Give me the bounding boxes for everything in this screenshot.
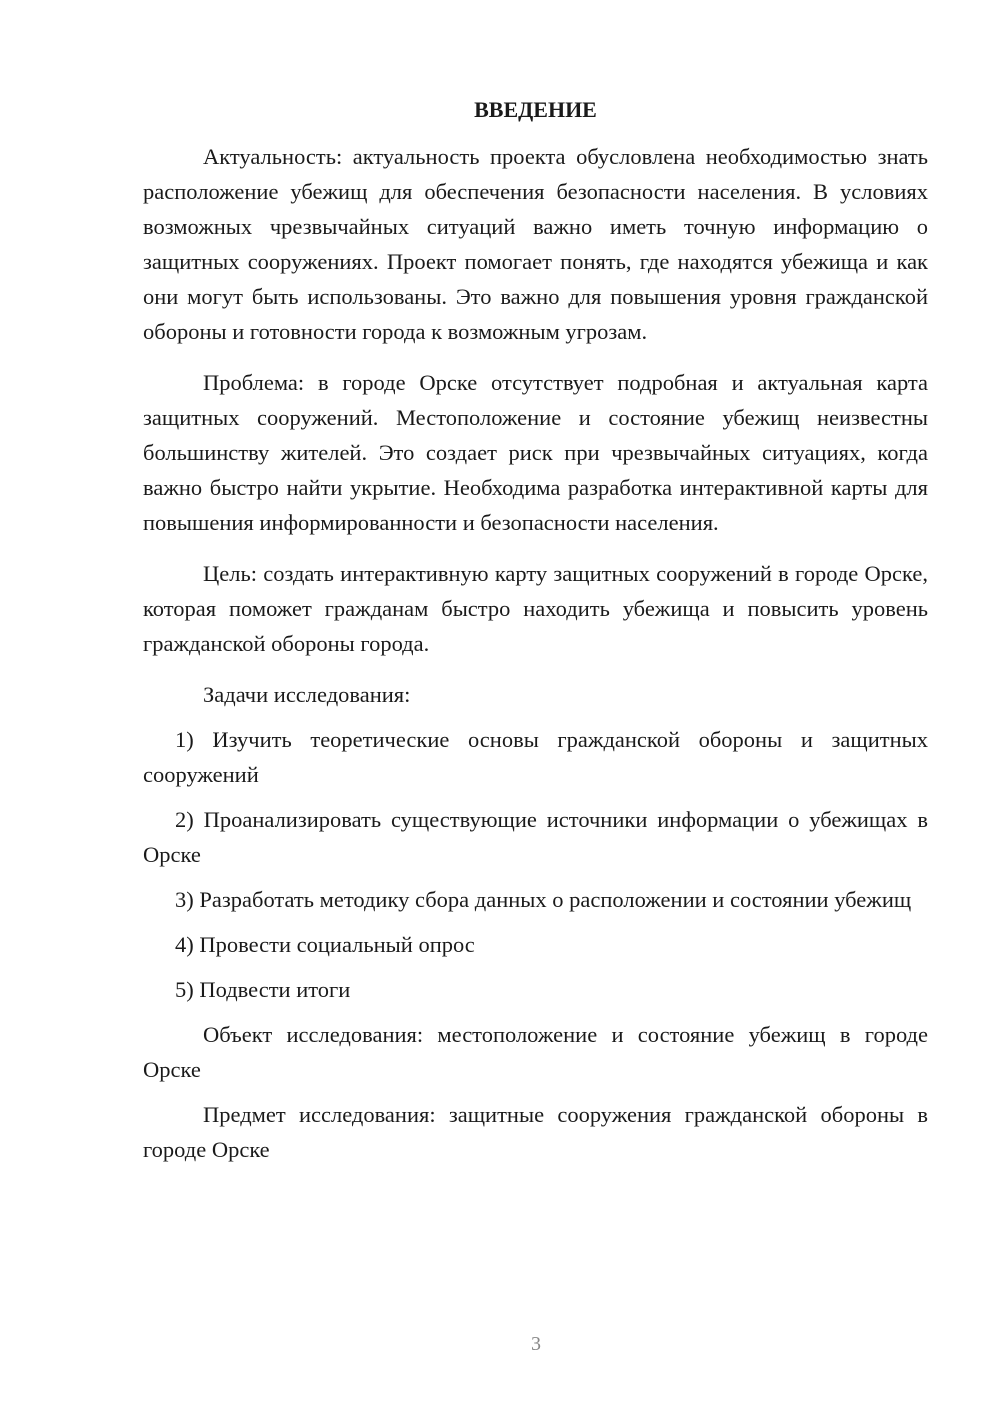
page-number: 3	[531, 1333, 541, 1355]
goal-paragraph: Цель: создать интерактивную карту защитных сооружений в городе Орске, которая поможет гражданам быстро находить убежища и повысить уровень гражданской обороны города.	[143, 561, 928, 656]
task-item: 5) Подвести итоги	[175, 977, 351, 1002]
task-item: 1) Изучить теоретические основы гражданской обороны и защитных сооружений	[143, 727, 928, 787]
subject-paragraph: Предмет исследования: защитные сооружения гражданской обороны в городе Орске	[143, 1102, 928, 1162]
task-item: 4) Провести социальный опрос	[175, 932, 475, 957]
task-item: 2) Проанализировать существующие источники информации о убежищах в Орске	[143, 807, 928, 867]
tasks-list	[143, 722, 928, 1007]
object-paragraph: Объект исследования: местоположение и состояние убежищ в городе Орске	[143, 1022, 928, 1082]
page-content	[143, 95, 928, 1177]
tasks-label: Задачи исследования:	[203, 682, 411, 707]
task-item: 3) Разработать методику сбора данных о расположении и состоянии убежищ	[175, 887, 912, 912]
relevance-paragraph: Актуальность: актуальность проекта обусловлена необходимостью знать расположение убежищ для обеспечения безопасности населения. В условиях возможных чрезвычайных ситуаций важно иметь точную информацию о защитных сооружениях. Проект помогает понять, где находятся убежища и как они могут быть использованы. Это важно для повышения уровня гражданской обороны и готовности города к возможным угрозам.	[143, 144, 928, 344]
page-title: ВВЕДЕНИЕ	[474, 97, 597, 122]
problem-paragraph: Проблема: в городе Орске отсутствует подробная и актуальная карта защитных сооружений. Местоположение и состояние убежищ неизвестны большинству жителей. Это создает риск при чрезвычайных ситуациях, когда важно быстро найти укрытие. Необходима разработка интерактивной карты для повышения информированности и безопасности населения.	[143, 370, 928, 535]
